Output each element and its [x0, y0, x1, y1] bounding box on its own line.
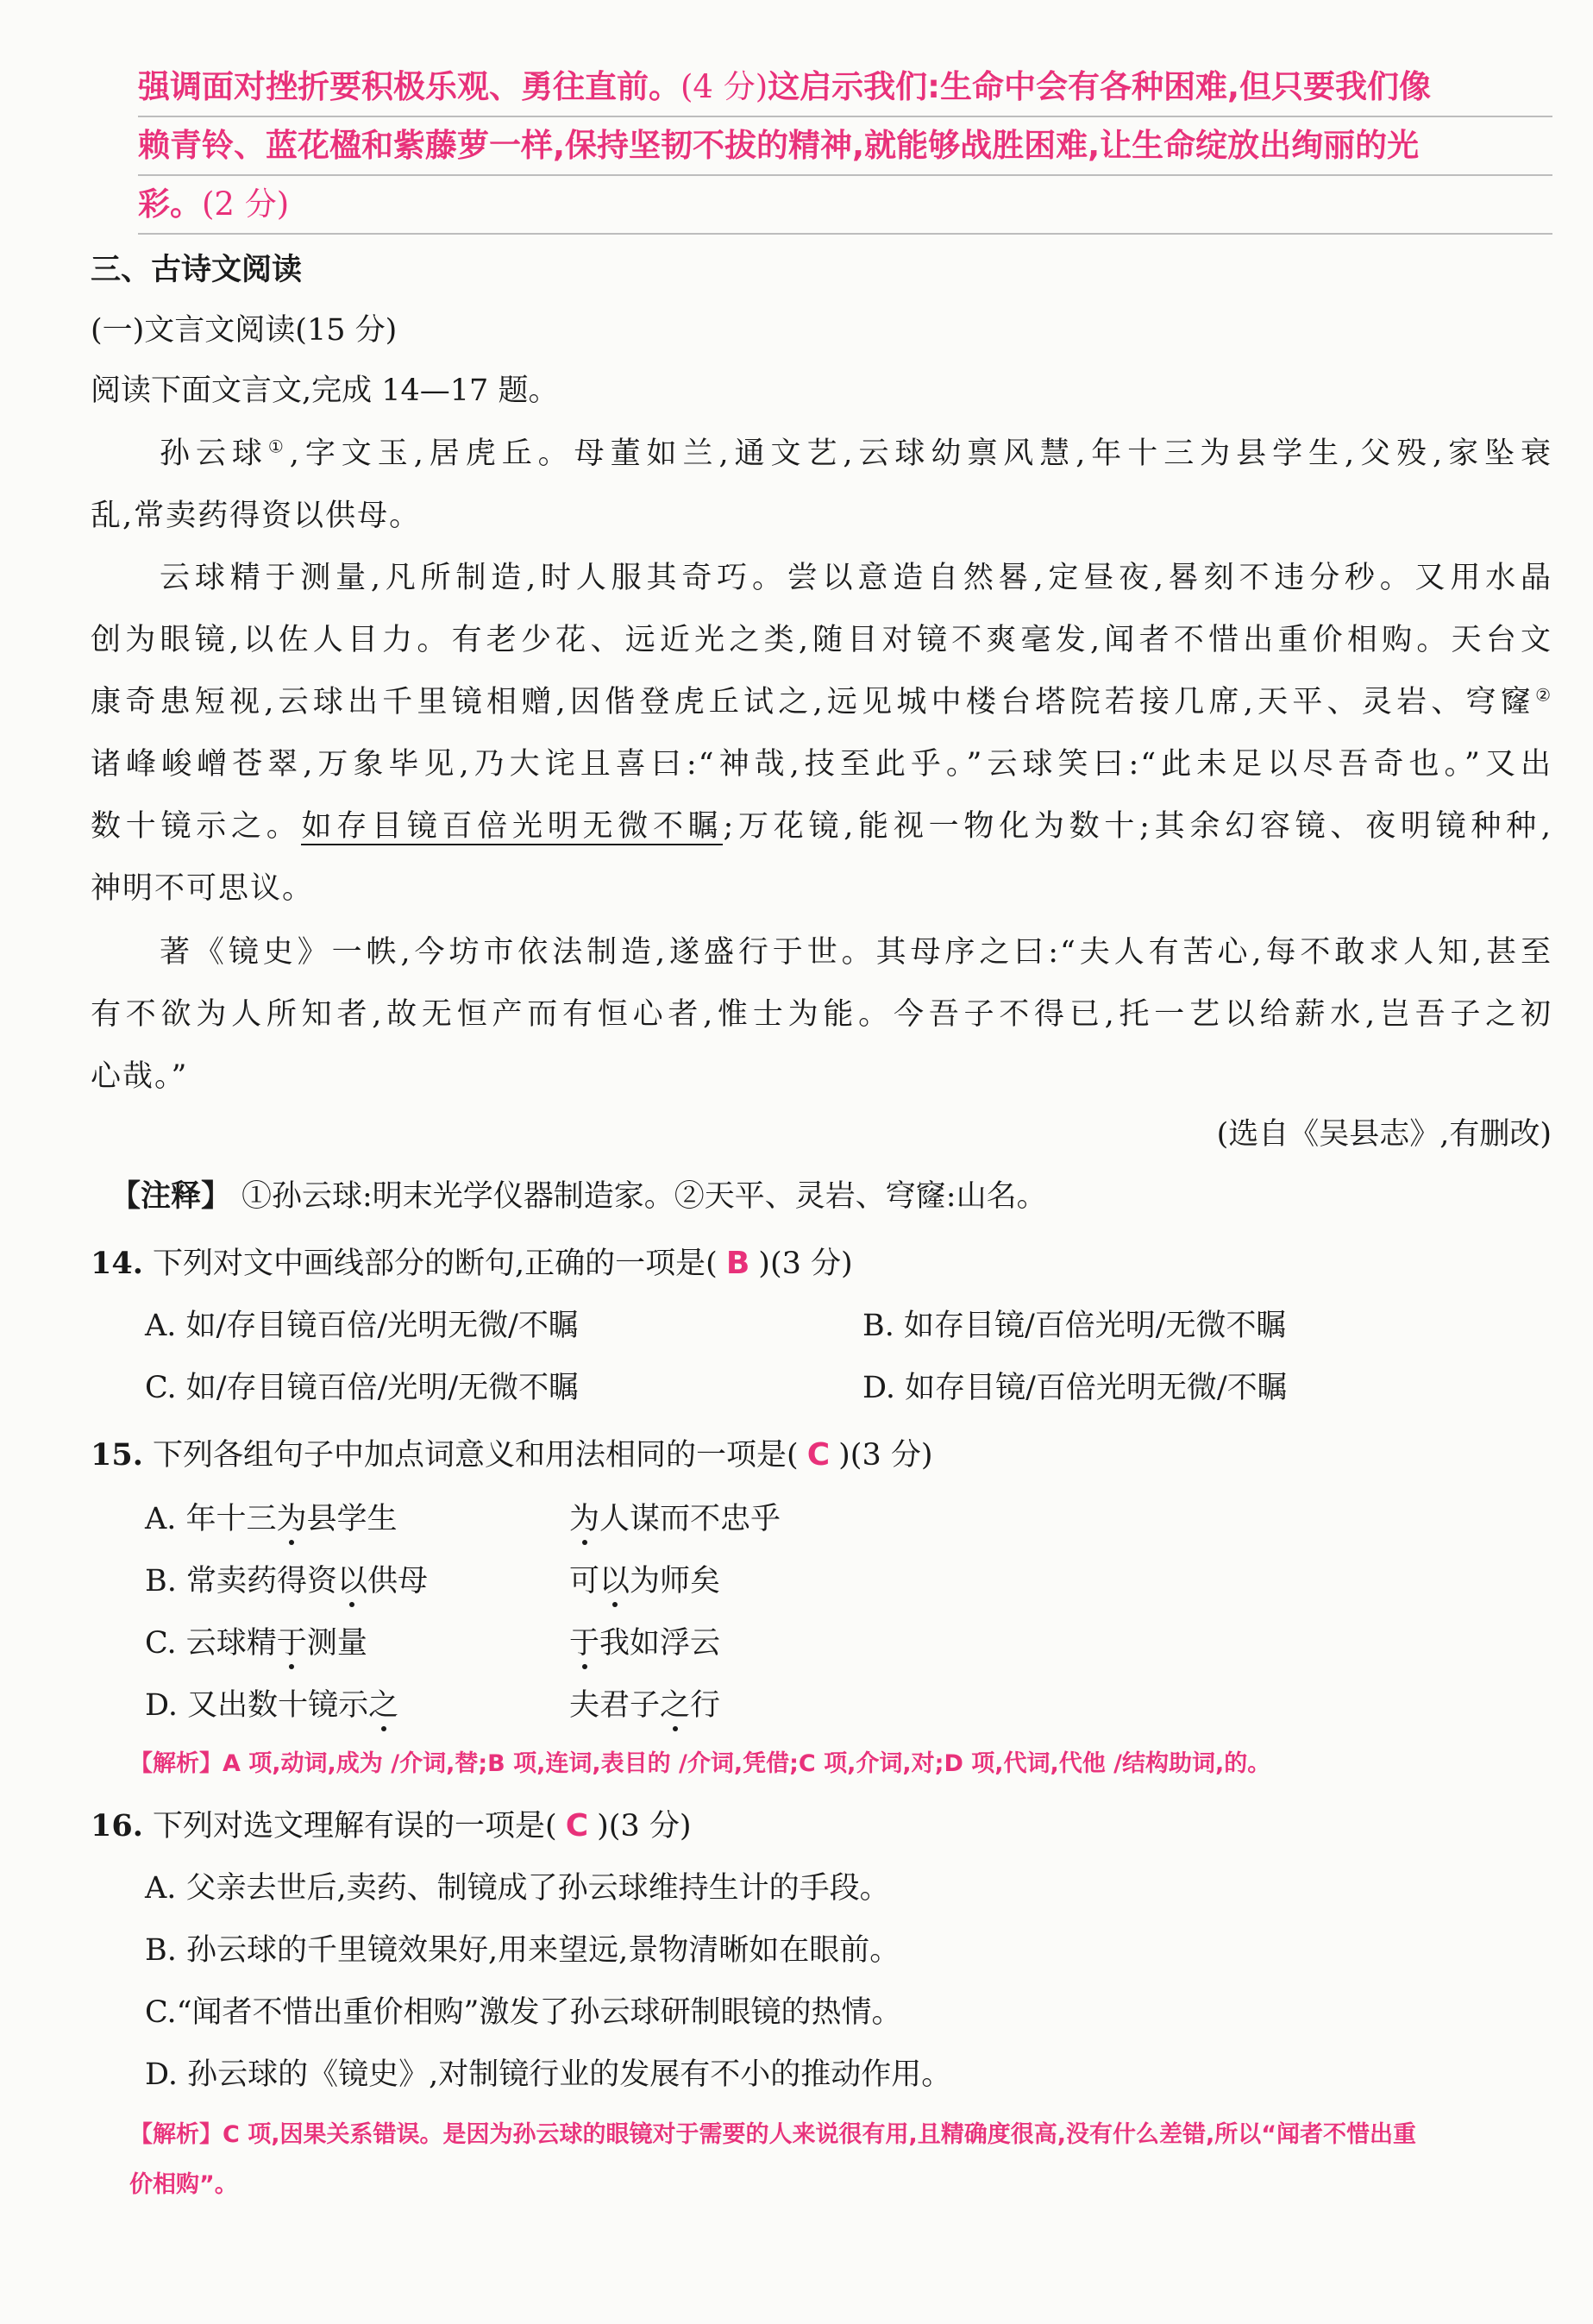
option-d-sentence-1: D. 又出数十镜示之 [145, 1688, 399, 1723]
passage-line: 有不欲为人所知者,故无恒产而有恒心者,惟士为能。今吾子不得已,托一艺以给薪水,岂吾子之初 [91, 997, 1552, 1032]
footnote-marker: ② [1535, 684, 1552, 706]
answer-mark: C [806, 1437, 831, 1473]
analysis-16-line-1: 【解析】C 项,因果关系错误。是因为孙云球的眼镜对于需要的人来说很有用,且精确度很高,没有什么差错,所以“闻者不惜出重 [129, 2121, 1416, 2148]
passage-line: 孙云球①,字文玉,居虎丘。母董如兰,通文艺,云球幼禀风慧,年十三为县学生,父殁,家坠衰 [160, 436, 1552, 471]
notes-label: 【注释】 [110, 1179, 232, 1214]
option-a: A. 如/存目镜百倍/光明无微/不瞩 [145, 1309, 579, 1343]
passage-line: 数十镜示之。如存目镜百倍光明无微不瞩;万花镜,能视一物化为数十;其余幻容镜、夜明镜种种, [91, 809, 1552, 844]
passage-line: 心哉。” [91, 1059, 189, 1094]
analysis-15: 【解析】A 项,动词,成为 /介词,替;B 项,连词,表目的 /介词,凭借;C 项,介词,对;D 项,代词,代他 /结构助词,的。 [129, 1750, 1271, 1777]
dotted-word: 以 [599, 1564, 630, 1599]
answer-text: 强调面对挫折要积极乐观、勇往直前。 [138, 68, 680, 105]
option-c: C. 如/存目镜百倍/光明/无微不瞩 [145, 1371, 580, 1405]
passage-line: 诸峰峻嶒苍翠,万象毕见,乃大诧且喜曰:“神哉,技至此乎。”云球笑曰:“此未足以尽吾奇也。”又出 [91, 747, 1552, 782]
dotted-word: 之 [660, 1688, 691, 1723]
answer-mark: B [725, 1246, 750, 1281]
subsection-title: (一)文言文阅读(15 分) [91, 313, 398, 348]
option-a: A. 父亲去世后,卖药、制镜成了孙云球维持生计的手段。 [145, 1871, 890, 1906]
dotted-word: 以 [336, 1564, 367, 1599]
option-b-sentence-1: B. 常卖药得资以供母 [145, 1564, 429, 1599]
option-d-sentence-2: 夫君子之行 [569, 1688, 721, 1723]
answer-line-1 [138, 59, 1552, 117]
passage-line: 创为眼镜,以佐人目力。有老少花、远近光之类,随目对镜不爽毫发,闻者不惜出重价相购。天台文 [91, 623, 1552, 657]
passage-line: 神明不可思议。 [91, 871, 315, 906]
question-14-stem: 14. 下列对文中画线部分的断句,正确的一项是( B )(3 分) [91, 1246, 853, 1281]
answer-mark: C [565, 1808, 589, 1843]
option-d: D. 如存目镜/百倍光明无微/不瞩 [862, 1371, 1288, 1405]
underlined-sentence: 如存目镜百倍光明无微不瞩 [301, 809, 724, 844]
dotted-word: 之 [368, 1688, 399, 1723]
question-16-stem: 16. 下列对选文理解有误的一项是( C )(3 分) [91, 1808, 692, 1843]
dotted-word: 于 [276, 1626, 307, 1661]
answer-line-3 [138, 176, 1552, 235]
option-d: D. 孙云球的《镜史》,对制镜行业的发展有不小的推动作用。 [145, 2057, 952, 2092]
option-a-sentence-1: A. 年十三为县学生 [145, 1502, 398, 1536]
option-c-sentence-2: 于我如浮云 [569, 1626, 721, 1661]
option-b-sentence-2: 可以为师矣 [569, 1564, 721, 1599]
analysis-16-line-2: 价相购”。 [129, 2171, 238, 2198]
answer-score: (2 分) [202, 185, 290, 223]
option-a-sentence-2: 为人谋而不忠乎 [569, 1502, 781, 1536]
answer-text: 这启示我们:生命中会有各种困难,但只要我们像 [768, 68, 1432, 105]
option-b: B. 孙云球的千里镜效果好,用来望远,景物清晰如在眼前。 [145, 1933, 900, 1968]
question-15-stem: 15. 下列各组句子中加点词意义和用法相同的一项是( C )(3 分) [91, 1437, 933, 1473]
section-title: 三、古诗文阅读 [91, 253, 303, 287]
dotted-word: 于 [569, 1626, 600, 1661]
answer-score: (4 分) [680, 68, 768, 105]
instruction-text: 阅读下面文言文,完成 14—17 题。 [91, 374, 559, 408]
answer-line-2 [138, 117, 1552, 176]
passage-notes: 【注释】 ①孙云球:明末光学仪器制造家。②天平、灵岩、穹窿:山名。 [110, 1179, 1047, 1214]
answer-text: 彩。 [138, 185, 202, 223]
answer-text: 赖青铃、蓝花楹和紫藤萝一样,保持坚韧不拔的精神,就能够战胜困难,让生命绽放出绚丽的光 [138, 127, 1420, 164]
footnote-marker: ① [267, 436, 290, 457]
dotted-word: 为 [569, 1502, 600, 1536]
option-b: B. 如存目镜/百倍光明/无微不瞩 [862, 1309, 1287, 1343]
option-c: C.“闻者不惜出重价相购”激发了孙云球研制眼镜的热情。 [145, 1995, 902, 2030]
passage-line: 康奇患短视,云球出千里镜相赠,因偕登虎丘试之,远见城中楼台塔院若接几席,天平、灵岩、穹窿② [91, 684, 1552, 719]
option-c-sentence-1: C. 云球精于测量 [145, 1626, 367, 1661]
dotted-word: 为 [276, 1502, 307, 1536]
passage-line: 著《镜史》一帙,今坊市依法制造,遂盛行于世。其母序之曰:“夫人有苦心,每不敢求人知,甚至 [160, 935, 1552, 970]
passage-line: 云球精于测量,凡所制造,时人服其奇巧。尝以意造自然晷,定昼夜,晷刻不违分秒。又用水晶 [160, 561, 1552, 595]
passage-source: (选自《吴县志》,有删改) [1216, 1117, 1552, 1152]
passage-line: 乱,常卖药得资以供母。 [91, 499, 422, 533]
